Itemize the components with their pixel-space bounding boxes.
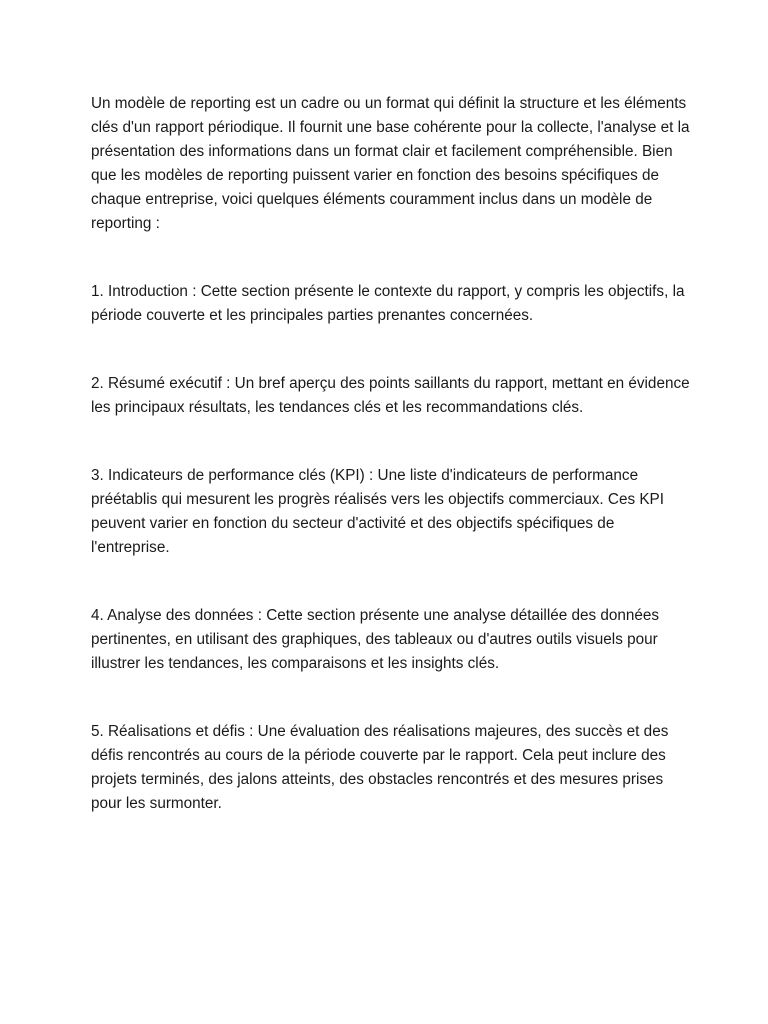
section-achievements-challenges: 5. Réalisations et défis : Une évaluation des réalisations majeures, des succès et des défis rencontrés au cours de la période couverte par le rapport. Cela peut inclure des projets terminés, des jalons atteints, des obstacles rencontrés et des mesures prises pour les surmonter. xyxy=(91,723,669,812)
intro-paragraph: Un modèle de reporting est un cadre ou un format qui définit la structure et les éléments clés d'un rapport périodique. Il fournit une base cohérente pour la collecte, l'analyse et la présentation des informations dans un format clair et facilement compréhensible. Bien que les modèles de reporting puissent varier en fonction des besoins spécifiques de chaque entreprise, voici quelques éléments couramment inclus dans un modèle de reporting : xyxy=(91,95,690,232)
document-body xyxy=(91,92,691,816)
section-data-analysis: 4. Analyse des données : Cette section présente une analyse détaillée des données pertinentes, en utilisant des graphiques, des tableaux ou d'autres outils visuels pour illustrer les tendances, les comparaisons et les insights clés. xyxy=(91,607,660,672)
section-executive-summary: 2. Résumé exécutif : Un bref aperçu des points saillants du rapport, mettant en évidence les principaux résultats, les tendances clés et les recommandations clés. xyxy=(91,375,690,416)
section-kpi: 3. Indicateurs de performance clés (KPI) : Une liste d'indicateurs de performance préétablis qui mesurent les progrès réalisés vers les objectifs commerciaux. Ces KPI peuvent varier en fonction du secteur d'activité et des objectifs spécifiques de l'entreprise. xyxy=(91,467,665,556)
section-introduction: 1. Introduction : Cette section présente le contexte du rapport, y compris les objectifs, la période couverte et les principales parties prenantes concernées. xyxy=(91,283,685,324)
